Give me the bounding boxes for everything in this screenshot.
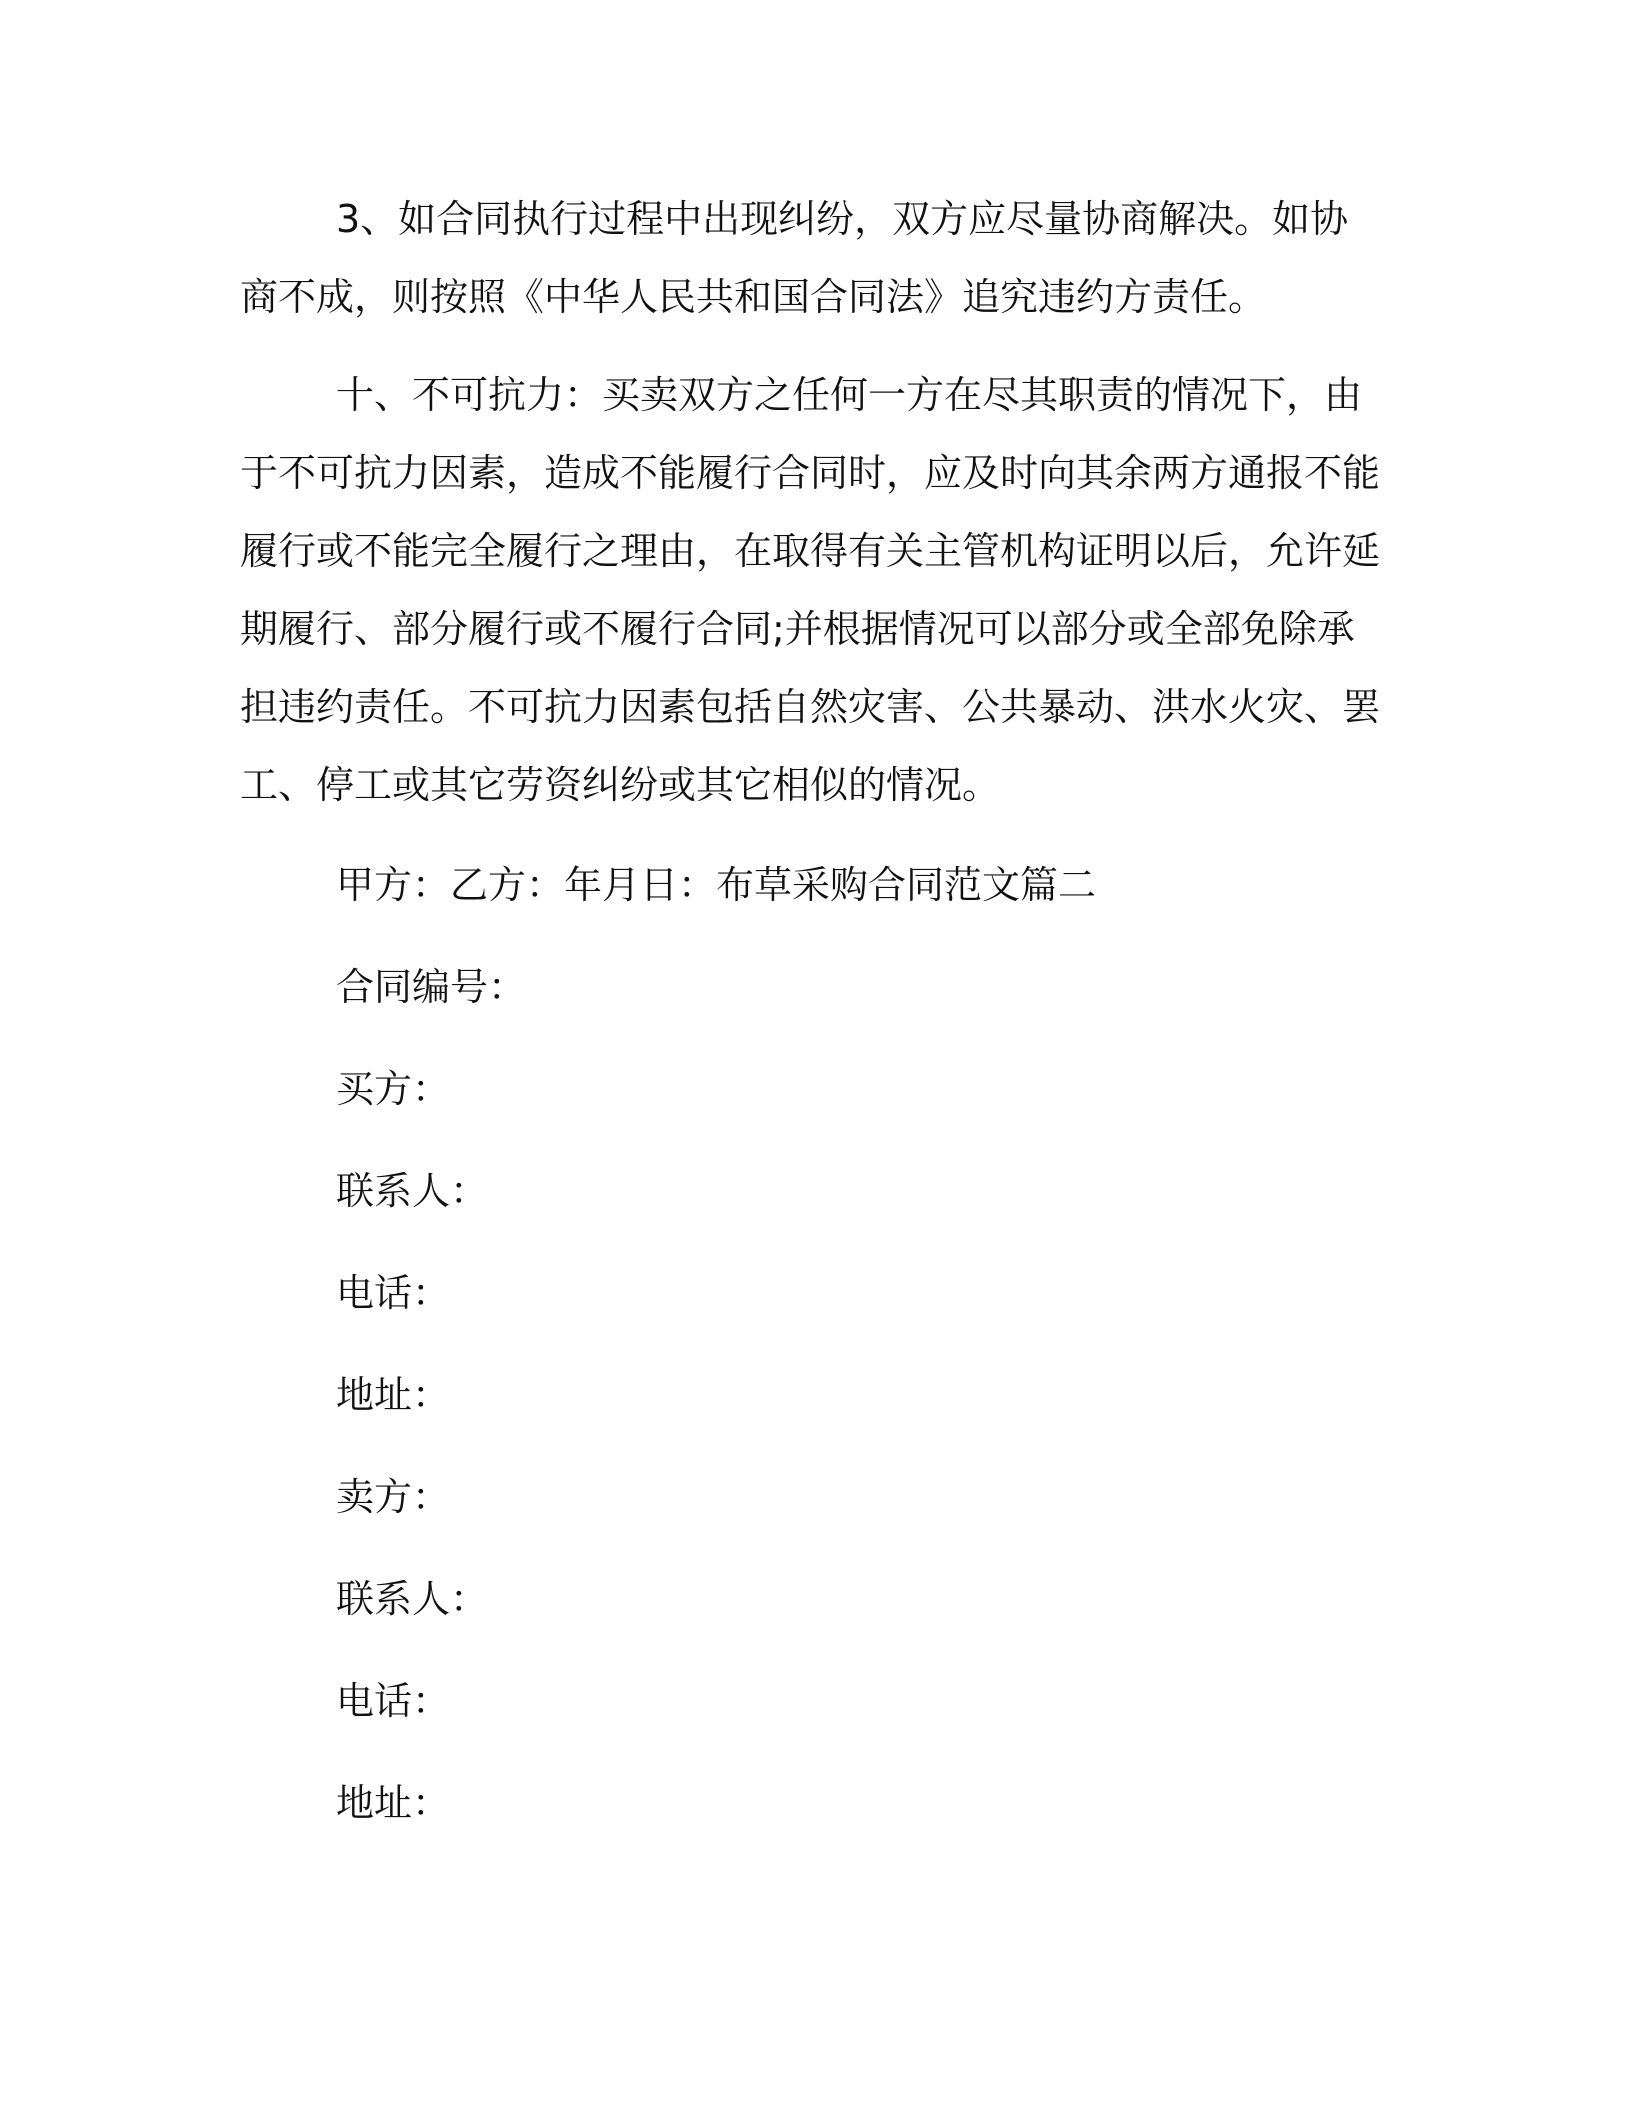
dispute-resolution-paragraph: 3、如合同执行过程中出现纠纷，双方应尽量协商解决。如协商不成，则按照《中华人民共和国合同法》追究违约方责任。 xyxy=(240,197,1349,319)
seller-contact-field: 联系人： xyxy=(336,1577,489,1621)
force-majeure-paragraph: 十、不可抗力：买卖双方之任何一方在尽其职责的情况下，由于不可抗力因素，造成不能履行合同时，应及时向其余两方通报不能履行或不能完全履行之理由，在取得有关主管机构证明以后，允许延期履行、部分履行或不履行合同;并根据情况可以部分或全部免除承担违约责任。不可抗力因素包括自然灾害、公共暴动、洪水火灾、罢工、停工或其它劳资纠纷或其它相似的情况。 xyxy=(240,373,1381,807)
buyer-phone-field: 电话： xyxy=(336,1271,451,1315)
buyer-field: 买方： xyxy=(336,1067,451,1111)
buyer-contact-field: 联系人： xyxy=(336,1169,489,1213)
seller-address-field: 地址： xyxy=(336,1781,451,1825)
seller-phone-field: 电话： xyxy=(336,1679,451,1723)
seller-field: 卖方： xyxy=(336,1475,451,1519)
signature-line: 甲方：乙方：年月日：布草采购合同范文篇二 xyxy=(336,863,1097,907)
buyer-address-field: 地址： xyxy=(336,1373,451,1417)
contract-number-field: 合同编号： xyxy=(336,965,527,1009)
